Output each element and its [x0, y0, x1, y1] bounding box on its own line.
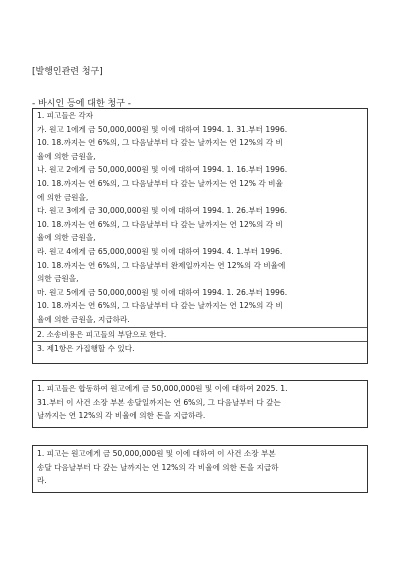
claim-line: 10. 18.까지는 연 6%의, 그 다음날부터 다 갚는 날까지는 연 12%의 각 비 — [37, 301, 283, 311]
claim-line: 라. — [37, 476, 47, 486]
provisional-execution-line: 3. 제1항은 가집행할 수 있다. — [37, 344, 135, 354]
claim-section-title: - 바시인 등에 대한 청구 - — [32, 99, 132, 109]
claim-row-3 — [33, 342, 367, 356]
claim-line: 10. 18.까지는 연 6%의, 그 다음날부터 다 갚는 날까지는 연 12% 각 비율 — [37, 178, 283, 188]
claim-row-1 — [33, 109, 367, 328]
claim-line: 다. 원고 3에게 금 30,000,000원 및 이에 대하여 1994. 1. 26.부터 1996. — [37, 206, 288, 216]
claim-line: 에 의한 금원을, — [37, 192, 89, 202]
claim-line: 1. 피고는 원고에게 금 50,000,000원 및 이에 대하여 이 사건 소장 부본 — [37, 449, 276, 458]
claim-line: 가. 원고 1에게 금 50,000,000원 및 이에 대하여 1994. 1. 31.부터 1996. — [37, 124, 288, 134]
section-heading: [발행인관련 청구] — [32, 67, 103, 77]
claim-line: 나. 원고 2에게 금 50,000,000원 및 이에 대하여 1994. 1. 16.부터 1996. — [37, 165, 288, 175]
claim-line: 날까지는 연 12%의 각 비율에 의한 돈을 지급하라. — [37, 411, 206, 421]
claim-line: 31.부터 이 사건 소장 부본 송달일까지는 연 6%의, 그 다음날부터 다 갚는 — [37, 397, 281, 407]
claim-line: 의한 금원을, — [37, 274, 79, 284]
claim-line: 율에 의한 금원을, 지급하라. — [37, 314, 130, 324]
claim-row-2 — [33, 328, 367, 343]
claim-line: 율에 의한 금원을, — [37, 233, 96, 243]
claim-line: 라. 원고 4에게 금 65,000,000원 및 이에 대하여 1994. 4. 1.부터 1996. — [37, 246, 283, 256]
claim-line: 마. 원고 5에게 금 50,000,000원 및 이에 대하여 1994. 1. 26.부터 1996. — [37, 287, 288, 297]
claim-line: 1. 피고들은 합동하여 원고에게 금 50,000,000원 및 이에 대하여 2025. 1. — [37, 384, 288, 393]
claim-line: 송달 다음날부터 다 갚는 날까지는 연 12%의 각 비율에 의한 돈을 지급하 — [37, 462, 279, 472]
claim-line: 10. 18.까지는 연 6%의, 그 다음날부터 다 갚는 날까지는 연 12%의 각 비 — [37, 219, 283, 229]
single-claim-box — [32, 445, 368, 493]
joint-claim-box — [32, 380, 368, 428]
claim-intro: 1. 피고들은 각자 — [37, 111, 94, 120]
litigation-cost-line: 2. 소송비용은 피고들의 부담으로 한다. — [37, 329, 167, 339]
claim-line: 율에 의한 금원을, — [37, 151, 96, 161]
claim-box — [32, 108, 368, 364]
claim-line: 10. 18.까지는 연 6%의, 그 다음날부터 완제일까지는 연 12%의 각 비율에 — [37, 260, 286, 270]
claim-line: 10. 18.까지는 연 6%의, 그 다음날부터 다 갚는 날까지는 연 12%의 각 비 — [37, 138, 283, 148]
